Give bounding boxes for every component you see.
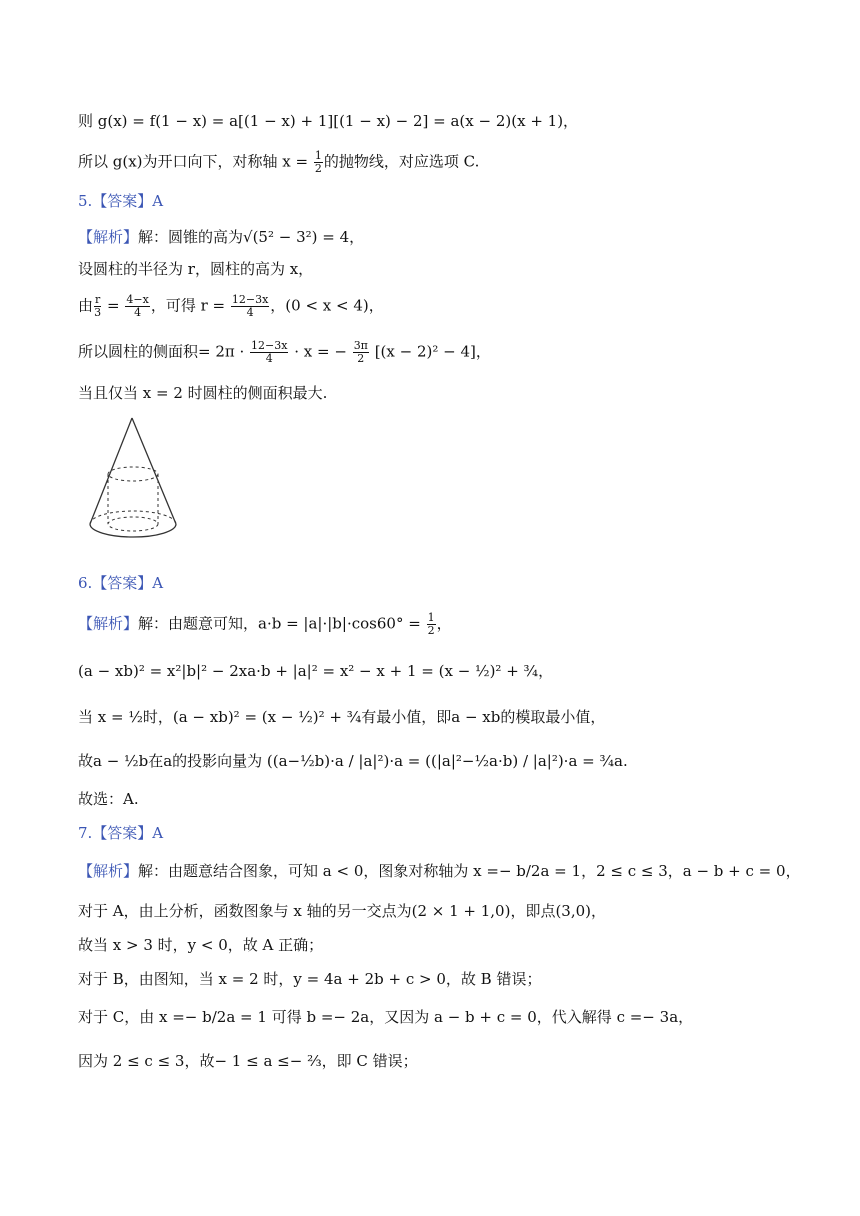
text-span: ，(0 < x < 4)， (270, 296, 384, 315)
fraction (125, 294, 149, 319)
answer-heading: 7.【答案】A (78, 824, 164, 842)
fraction-denominator: 2 (314, 162, 322, 175)
text-line: 设圆柱的半径为 r，圆柱的高为 x， (78, 260, 314, 278)
text-line: 对于 B，由图知，当 x = 2 时，y = 4a + 2b + c > 0，故 B 错误； (78, 970, 542, 988)
text-line (78, 150, 800, 175)
fraction (231, 294, 269, 319)
fraction-numerator: 12−3x (251, 339, 288, 352)
text-span: 所以 g(x)为开口向下，对称轴 x = (78, 152, 313, 171)
fraction (427, 612, 436, 637)
text-line: 对于 C，由 x =− b/2a = 1 可得 b =− 2a，又因为 a − b + c = 0，代入解得 c =− 3a， (78, 1008, 694, 1026)
fraction-numerator: r (95, 293, 101, 306)
analysis-label: 【解析】 (78, 228, 139, 246)
text-line: 故当 x > 3 时，y < 0，故 A 正确； (78, 936, 324, 954)
text-span: 的抛物线，对应选项 C. (323, 152, 480, 171)
text-span: ，可得 r = (150, 296, 230, 315)
fraction-denominator: 4 (134, 306, 142, 319)
text-span: 所以圆柱的侧面积= 2π · (78, 342, 250, 361)
fraction-numerator: 3π (353, 339, 368, 352)
text-line: 故选：A. (78, 790, 139, 808)
text-line: 当且仅当 x = 2 时圆柱的侧面积最大. (78, 384, 328, 402)
text-span: 解：由题意结合图象，可知 a < 0，图象对称轴为 x =− b/2a = 1，2 ≤ c ≤ 3，a − b + c = 0， (138, 862, 801, 880)
fraction-numerator: 12−3x (231, 293, 269, 306)
fraction (314, 150, 323, 175)
fraction (250, 340, 288, 365)
text-line: 对于 A，由上分析，函数图象与 x 轴的另一交点为(2 × 1 + 1,0)，即点(3,0)， (78, 902, 607, 920)
answer-heading: 5.【答案】A (78, 192, 164, 210)
fraction-denominator: 4 (265, 352, 273, 365)
text-line: 由 $\frac{r}{3}$ = $\frac{4-x}{4}$ ，可得 r = $\frac{12-3x}{4}$ ，(0 < x < 4)， (78, 293, 384, 319)
text-line (78, 226, 800, 248)
analysis-label: 【解析】 (78, 614, 139, 633)
text-line: 则 g(x) = f(1 − x) = a[(1 − x) + 1][(1 − x) − 2] = a(x − 2)(x + 1)， (78, 112, 579, 130)
fraction-numerator: 1 (314, 149, 322, 162)
text-line (78, 860, 800, 882)
text-span: · x = − (289, 342, 352, 361)
fraction (94, 294, 101, 319)
text-line: 【解析】解：由题意可知，a·b = |a|·|b|·cos60° = $\frac{1}{2}$ ， (78, 611, 452, 637)
text-line: 当 x = ½时，(a − xb)² = (x − ½)² + ¾有最小值，即a − xb的模取最小值， (78, 708, 606, 726)
text-span: 由 (78, 296, 94, 315)
text-span: 解：圆锥的高为√(5² − 3²) = 4， (138, 228, 365, 246)
analysis-label: 【解析】 (78, 862, 139, 880)
fraction-denominator: 4 (246, 306, 254, 319)
cone-cylinder-figure (84, 412, 196, 552)
fraction-numerator: 4−x (126, 293, 149, 306)
text-line: 因为 2 ≤ c ≤ 3，故− 1 ≤ a ≤− ⅔，即 C 错误； (78, 1052, 418, 1070)
fraction-denominator: 2 (427, 624, 435, 637)
text-line: 故a − ½b在a的投影向量为 ((a−½b)·a / |a|²)·a = ((|a|²−½a·b) / |a|²)·a = ¾a. (78, 752, 628, 770)
text-span: [(x − 2)² − 4]， (369, 342, 491, 361)
fraction (353, 340, 369, 365)
text-span: 解：由题意可知，a·b = |a|·|b|·cos60° = (138, 614, 426, 633)
answer-heading: 6.【答案】A (78, 574, 164, 592)
text-line (78, 340, 800, 365)
fraction-denominator: 3 (94, 306, 102, 319)
fraction-numerator: 1 (427, 611, 435, 624)
text-line: (a − xb)² = x²|b|² − 2xa·b + |a|² = x² − x + 1 = (x − ½)² + ¾， (78, 662, 554, 680)
fraction-denominator: 2 (357, 352, 365, 365)
